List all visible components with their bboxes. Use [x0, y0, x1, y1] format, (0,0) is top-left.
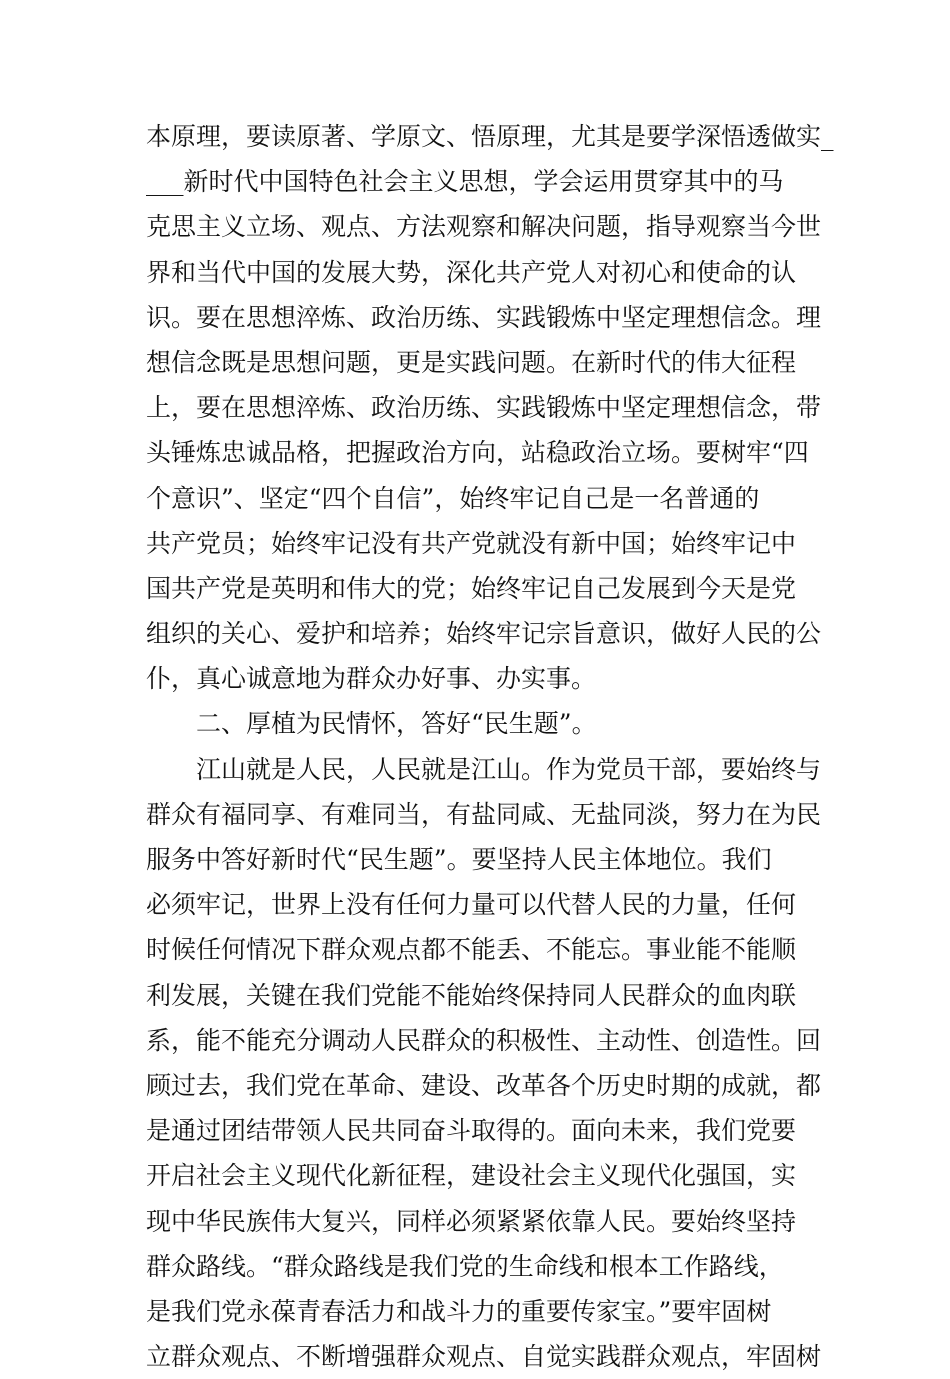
- text-line: 是通过团结带领人民共同奋斗取得的。面向未来，我们党要: [146, 1116, 797, 1146]
- text-line: 想信念既是思想问题，更是实践问题。在新时代的伟大征程: [146, 347, 797, 377]
- text-line: 克思主义立场、观点、方法观察和解决问题，指导观察当今世: [146, 212, 822, 242]
- text-line: 上，要在思想淬炼、政治历练、实践锻炼中坚定理想信念，带: [146, 393, 822, 423]
- text-line: 个意识”、坚定“四个自信”，始终牢记自己是一名普通的: [146, 483, 760, 513]
- text-line: 现中华民族伟大复兴，同样必须紧紧依靠人民。要始终坚持: [146, 1206, 797, 1236]
- text-line: 仆，真心诚意地为群众办好事、办实事。: [146, 664, 597, 694]
- paragraph-first-line: 江山就是人民，人民就是江山。作为党员干部，要始终与: [196, 754, 822, 784]
- text-line: ___新时代中国特色社会主义思想，学会运用贯穿其中的马: [146, 167, 784, 197]
- text-line: 顾过去，我们党在革命、建设、改革各个历史时期的成就，都: [146, 1070, 822, 1100]
- text-line: 本原理，要读原著、学原文、悟原理，尤其是要学深悟透做实_: [146, 122, 834, 151]
- text-line: 服务中答好新时代“民生题”。要坚持人民主体地位。我们: [146, 845, 772, 874]
- text-line: 头锤炼忠诚品格，把握政治方向，站稳政治立场。要树牢“四: [146, 438, 809, 468]
- section-heading: 二、厚植为民情怀，答好“民生题”。: [196, 709, 597, 739]
- text-line: 立群众观点、不断增强群众观点、自觉实践群众观点，牢固树: [146, 1342, 822, 1372]
- text-line: 组织的关心、爱护和培养；始终牢记宗旨意识，做好人民的公: [146, 619, 822, 649]
- text-line: 群众路线。“群众路线是我们党的生命线和根本工作路线，: [146, 1251, 784, 1281]
- text-line: 开启社会主义现代化新征程，建设社会主义现代化强国，实: [146, 1161, 797, 1191]
- text-line: 识。要在思想淬炼、政治历练、实践锻炼中坚定理想信念。理: [146, 302, 822, 332]
- text-line: 是我们党永葆青春活力和战斗力的重要传家宝。”要牢固树: [146, 1296, 772, 1326]
- text-line: 界和当代中国的发展大势，深化共产党人对初心和使命的认: [146, 257, 797, 287]
- text-line: 利发展，关键在我们党能不能始终保持同人民群众的血肉联: [146, 980, 797, 1010]
- text-line: 系，能不能充分调动人民群众的积极性、主动性、创造性。回: [146, 1025, 822, 1055]
- text-line: 必须牢记，世界上没有任何力量可以代替人民的力量，任何: [146, 890, 797, 920]
- text-line: 国共产党是英明和伟大的党；始终牢记自己发展到今天是党: [146, 573, 797, 603]
- body-text: [146, 114, 834, 1379]
- text-line: 时候任何情况下群众观点都不能丢、不能忘。事业能不能顺: [146, 935, 797, 965]
- text-line: 共产党员；始终牢记没有共产党就没有新中国；始终牢记中: [146, 528, 797, 558]
- text-line: 群众有福同享、有难同当，有盐同咸、无盐同淡，努力在为民: [146, 799, 822, 829]
